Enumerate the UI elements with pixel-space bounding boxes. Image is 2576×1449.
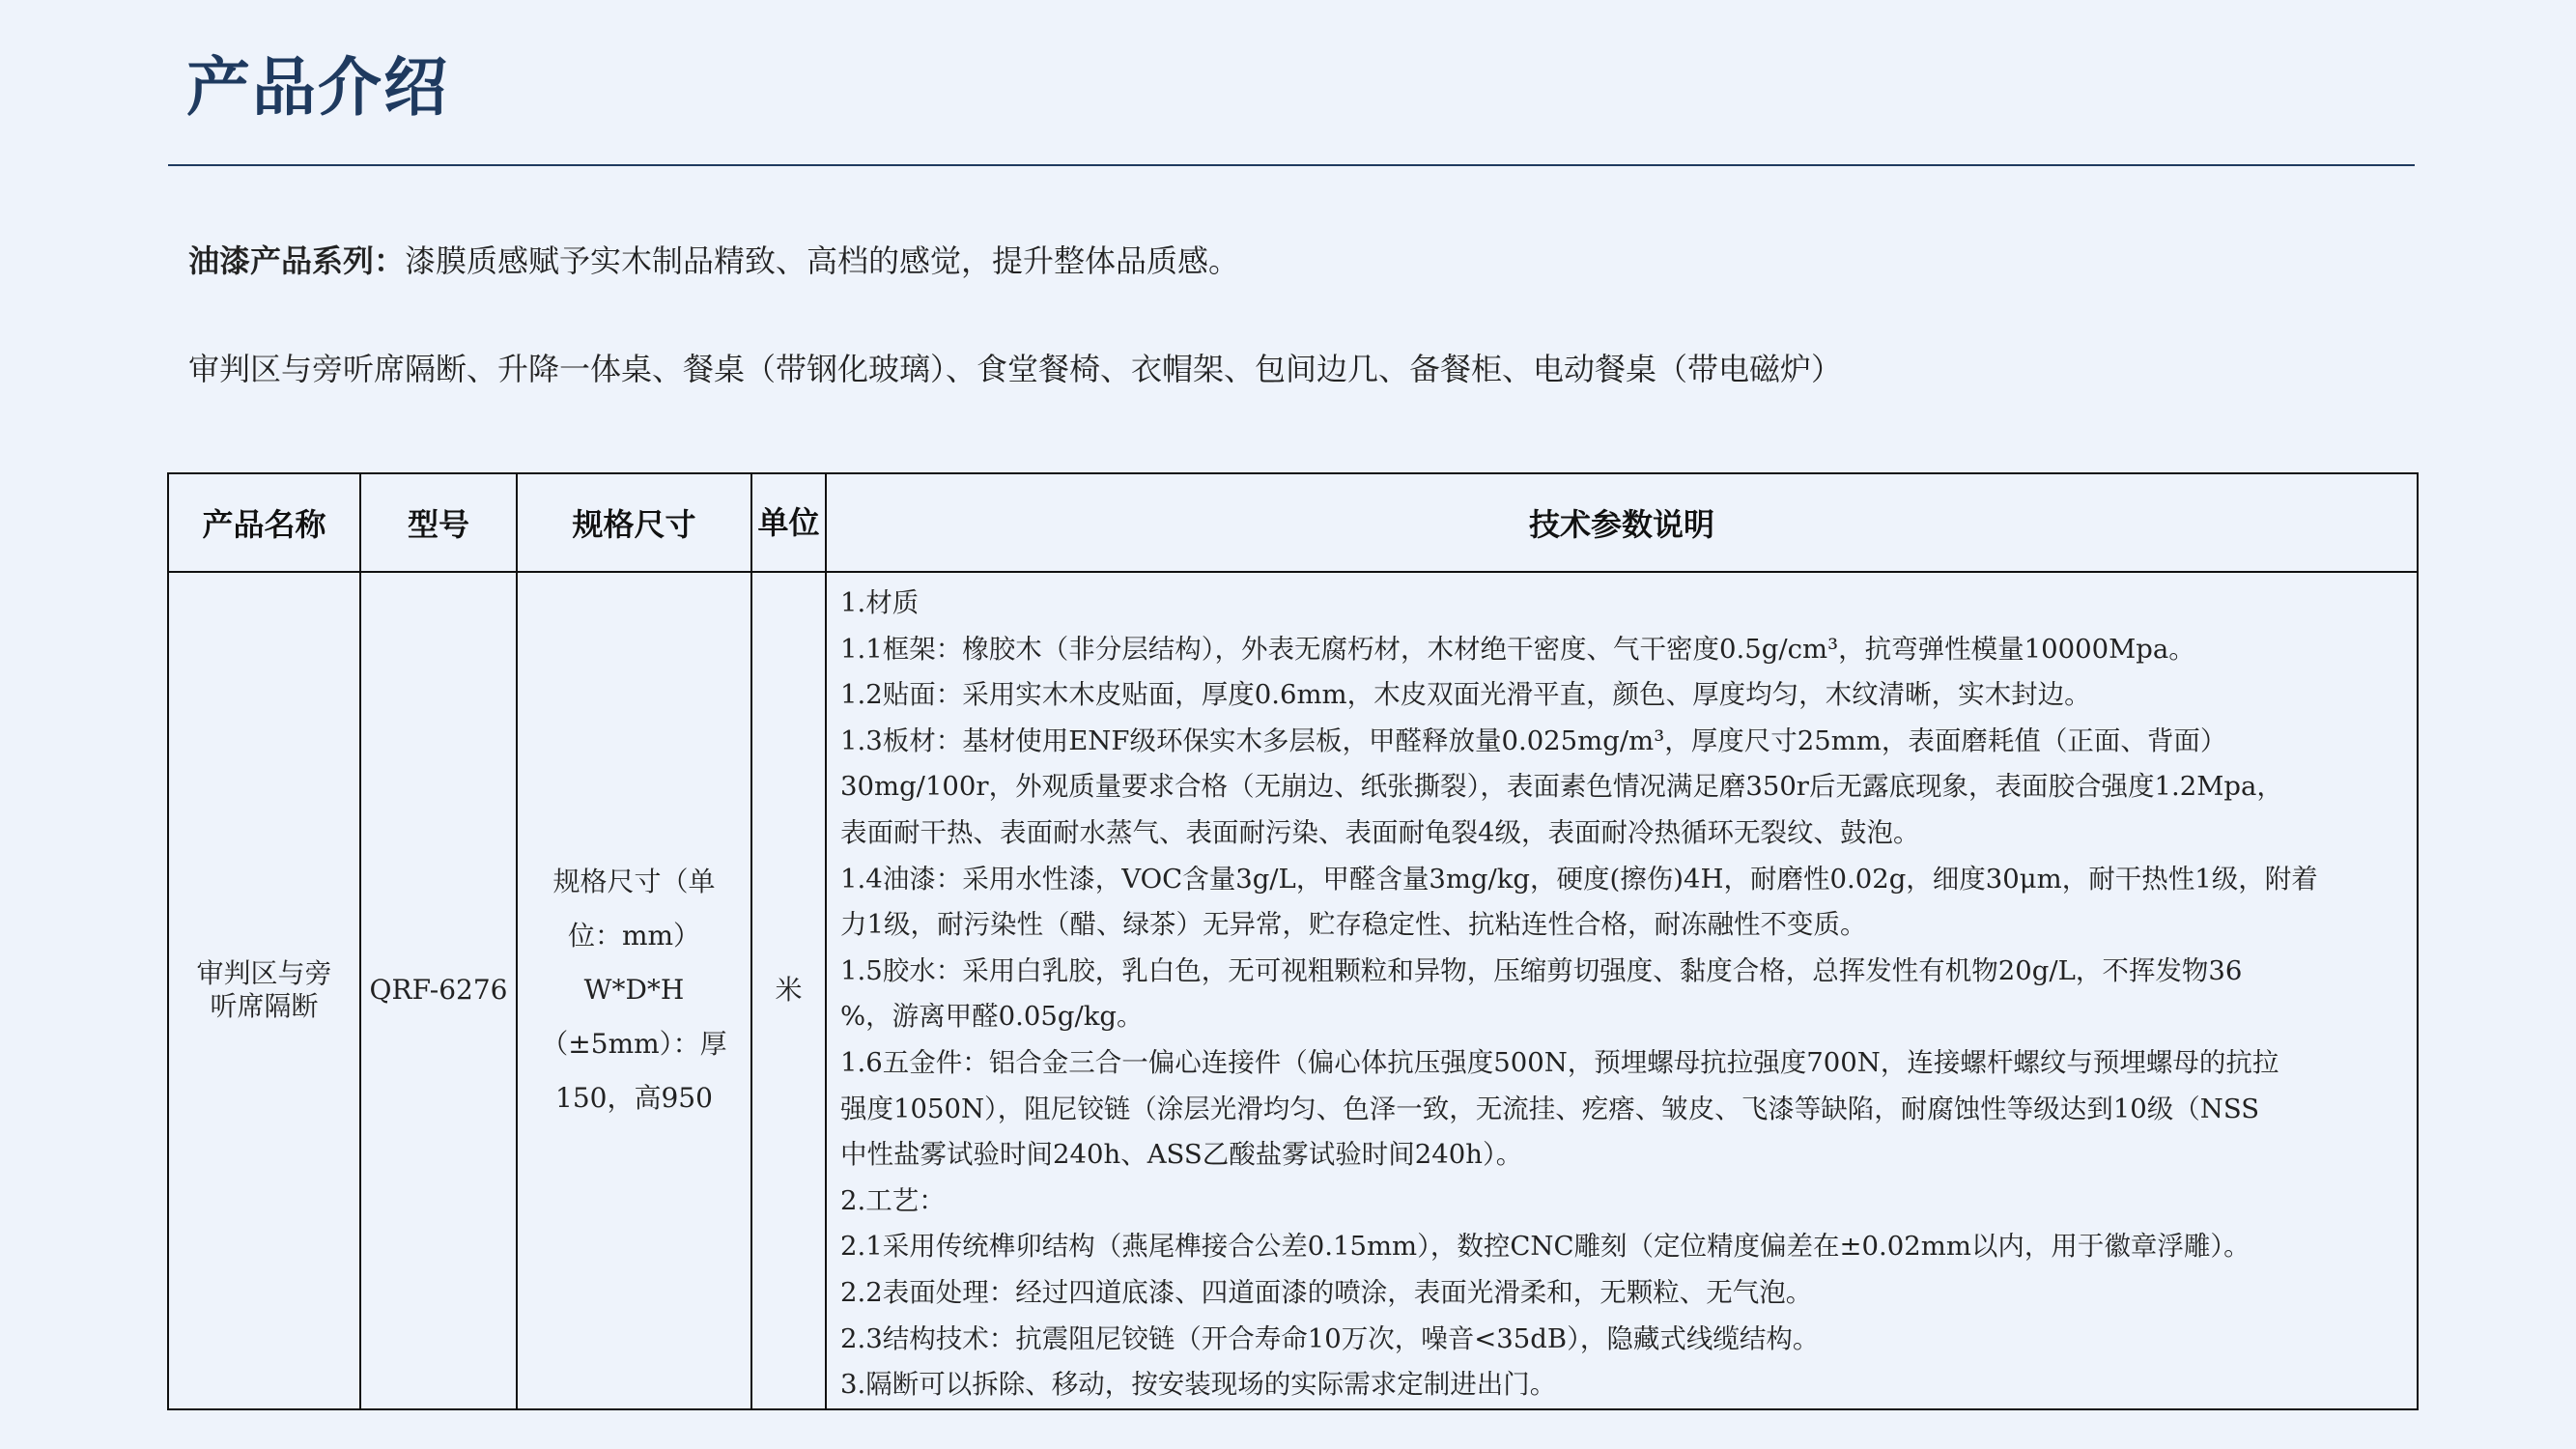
param-line: 3.隔断可以拆除、移动，按安装现场的实际需求定制进出门。 [840,1369,1557,1401]
param-line: 1.3板材：基材使用ENF级环保实木多层板，甲醛释放量0.025mg/m³，厚度尺寸25mm，表面磨耗值（正面、背面） [840,724,2227,756]
header-model: 型号 [360,473,517,572]
title-divider [168,164,2415,166]
param-line: 力1级，耐污染性（醋、绿茶）无异常，贮存稳定性、抗粘连性合格，耐冻融性不变质。 [840,909,1867,941]
header-params: 技术参数说明 [826,473,2418,572]
header-unit-text: 单位 [757,504,820,541]
table-header-row [168,473,2418,572]
table-row [168,572,2418,1409]
param-line: 1.材质 [840,587,920,618]
param-line: 2.1采用传统榫卯结构（燕尾榫接合公差0.15mm），数控CNC雕刻（定位精度偏差在±0.02mm以内，用于徽章浮雕）。 [840,1231,2250,1263]
cell-params [826,572,2418,1409]
header-product-name: 产品名称 [168,473,360,572]
param-line: 1.6五金件：铝合金三合一偏心连接件（偏心体抗压强度500N，预埋螺母抗拉强度700N，连接螺杆螺纹与预埋螺母的抗拉 [840,1046,2279,1078]
intro-label: 油漆产品系列： [188,242,406,279]
param-line: 强度1050N），阻尼铰链（涂层光滑均匀、色泽一致，无流挂、疙瘩、皱皮、飞漆等缺陷，耐腐蚀性等级达到10级（NSS [840,1093,2260,1124]
param-line: 中性盐雾试验时间240h、ASS乙酸盐雾试验时间240h）。 [840,1139,1523,1171]
param-line: 1.5胶水：采用白乳胶，乳白色，无可视粗颗粒和异物，压缩剪切强度、黏度合格，总挥发性有机物20g/L，不挥发物36 [840,954,2243,986]
param-line: %，游离甲醛0.05g/kg。 [840,1001,1144,1033]
intro-text: 漆膜质感赋予实木制品精致、高档的感觉，提升整体品质感。 [405,242,1240,279]
param-line: 30mg/100r，外观质量要求合格（无崩边、纸张撕裂），表面素色情况满足磨350r后无露底现象，表面胶合强度1.2Mpa， [840,771,2283,803]
param-line: 表面耐干热、表面耐水蒸气、表面耐污染、表面耐龟裂4级，表面耐冷热循环无裂纹、鼓泡。 [840,816,1920,848]
param-line: 1.4油漆：采用水性漆，VOC含量3g/L，甲醛含量3mg/kg，硬度(擦伤)4H，耐磨性0.02g，细度30μm，耐干热性1级，附着 [840,863,2318,895]
param-line: 2.工艺： [840,1184,946,1216]
cell-unit: 米 [751,572,826,1409]
page-title: 产品介绍 [186,50,449,125]
product-list: 审判区与旁听席隔断、升降一体桌、餐桌（带钢化玻璃）、食堂餐椅、衣帽架、包间边几、备餐柜、电动餐桌（带电磁炉） [188,351,1843,387]
header-spec: 规格尺寸 [517,473,751,572]
param-line: 2.3结构技术：抗震阻尼铰链（开合寿命10万次，噪音<35dB），隐藏式线缆结构。 [840,1322,1820,1354]
cell-product-name: 审判区与旁听席隔断 [168,572,360,1409]
spec-table [167,472,2419,1410]
param-line: 2.2表面处理：经过四道底漆、四道面漆的喷涂，表面光滑柔和，无颗粒、无气泡。 [840,1276,1813,1308]
cell-spec: 规格尺寸（单位：mm）W*D*H（±5mm）：厚150，高950 [517,572,751,1409]
intro-paragraph [188,242,1239,280]
param-line: 1.1框架：橡胶木（非分层结构），外表无腐朽材，木材绝干密度、气干密度0.5g/cm³，抗弯弹性模量10000Mpa。 [840,633,2195,665]
header-unit [751,473,826,572]
cell-model: QRF-6276 [360,572,517,1409]
param-line: 1.2贴面：采用实木木皮贴面，厚度0.6mm，木皮双面光滑平直，颜色、厚度均匀，木纹清晰，实木封边。 [840,679,2091,711]
